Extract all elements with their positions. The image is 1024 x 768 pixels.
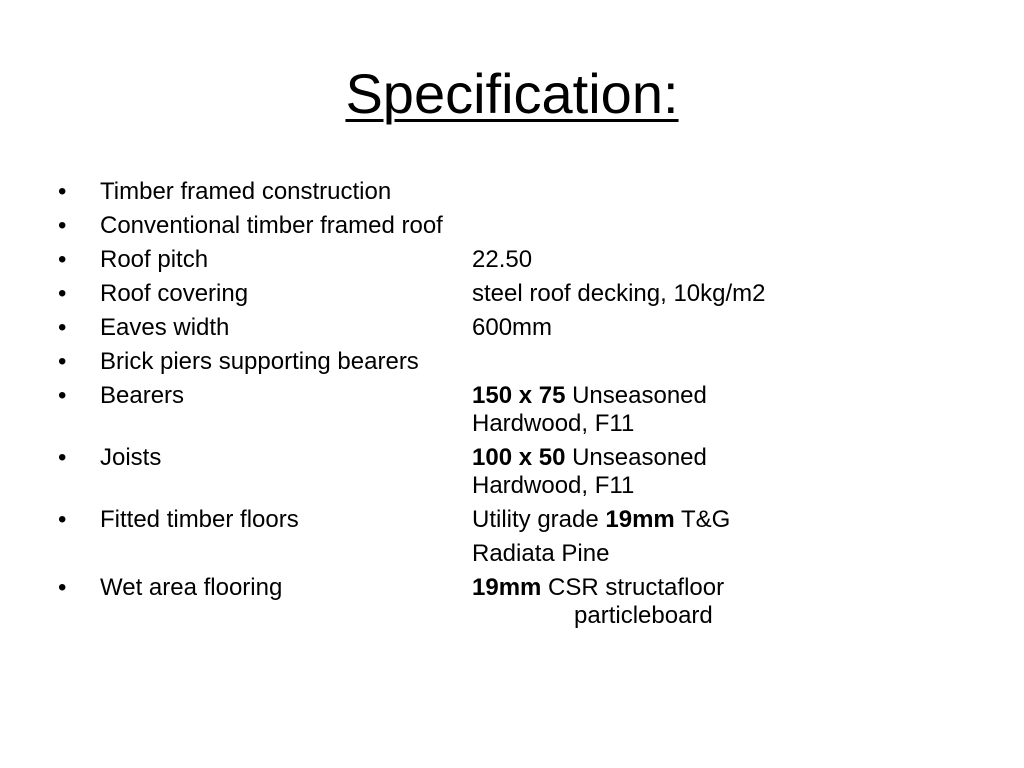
bullet-marker: • xyxy=(58,212,67,239)
item-value xyxy=(472,382,772,438)
list-item xyxy=(58,382,988,438)
item-label: Wet area flooring xyxy=(100,574,283,601)
item-value xyxy=(472,574,772,630)
item-label: Roof pitch xyxy=(100,246,209,273)
value-line2: Radiata Pine xyxy=(472,540,610,567)
value-bold: 19mm xyxy=(472,574,542,601)
value-bold: 150 x 75 xyxy=(472,382,566,409)
value-bold: 19mm xyxy=(605,506,675,533)
value-line2: Hardwood, F11 xyxy=(472,410,635,437)
item-label: Conventional timber framed roof xyxy=(100,212,443,239)
list-item xyxy=(58,178,988,206)
value-bold: 100 x 50 xyxy=(472,444,566,471)
list-item xyxy=(58,212,988,240)
value-text: Utility grade xyxy=(472,506,606,533)
value-line2: Hardwood, F11 xyxy=(472,472,635,499)
item-label: Brick piers supporting bearers xyxy=(100,348,419,375)
bullet-marker: • xyxy=(58,506,67,533)
value-text: T&G xyxy=(674,506,731,533)
bullet-marker: • xyxy=(58,280,67,307)
bullet-marker: • xyxy=(58,246,67,273)
bullet-marker: • xyxy=(58,178,67,205)
list-item xyxy=(58,574,988,630)
list-item xyxy=(58,246,988,274)
item-value: steel roof decking, 10kg/m2 xyxy=(472,280,766,307)
item-value xyxy=(472,506,772,568)
list-item xyxy=(58,506,988,568)
item-value xyxy=(472,444,772,500)
item-label: Fitted timber floors xyxy=(100,506,299,533)
item-label: Timber framed construction xyxy=(100,178,392,205)
list-item xyxy=(58,348,988,376)
list-item xyxy=(58,280,988,308)
value-text: Unseasoned xyxy=(565,444,707,471)
item-label: Joists xyxy=(100,444,162,471)
item-value: 22.50 xyxy=(472,246,533,273)
list-item xyxy=(58,314,988,342)
list-item xyxy=(58,444,988,500)
bullet-marker: • xyxy=(58,348,67,375)
item-value: 600mm xyxy=(472,314,553,341)
bullet-marker: • xyxy=(58,574,67,601)
slide-title: Specification: xyxy=(345,62,679,125)
value-text: CSR structafloor xyxy=(541,574,725,601)
value-text: Unseasoned xyxy=(565,382,707,409)
item-label: Bearers xyxy=(100,382,185,409)
bullet-marker: • xyxy=(58,314,67,341)
bullet-marker: • xyxy=(58,444,67,471)
item-label: Eaves width xyxy=(100,314,230,341)
value-line2: particleboard xyxy=(574,602,713,629)
item-label: Roof covering xyxy=(100,280,249,307)
bullet-marker: • xyxy=(58,382,67,409)
bullet-list xyxy=(58,178,988,636)
